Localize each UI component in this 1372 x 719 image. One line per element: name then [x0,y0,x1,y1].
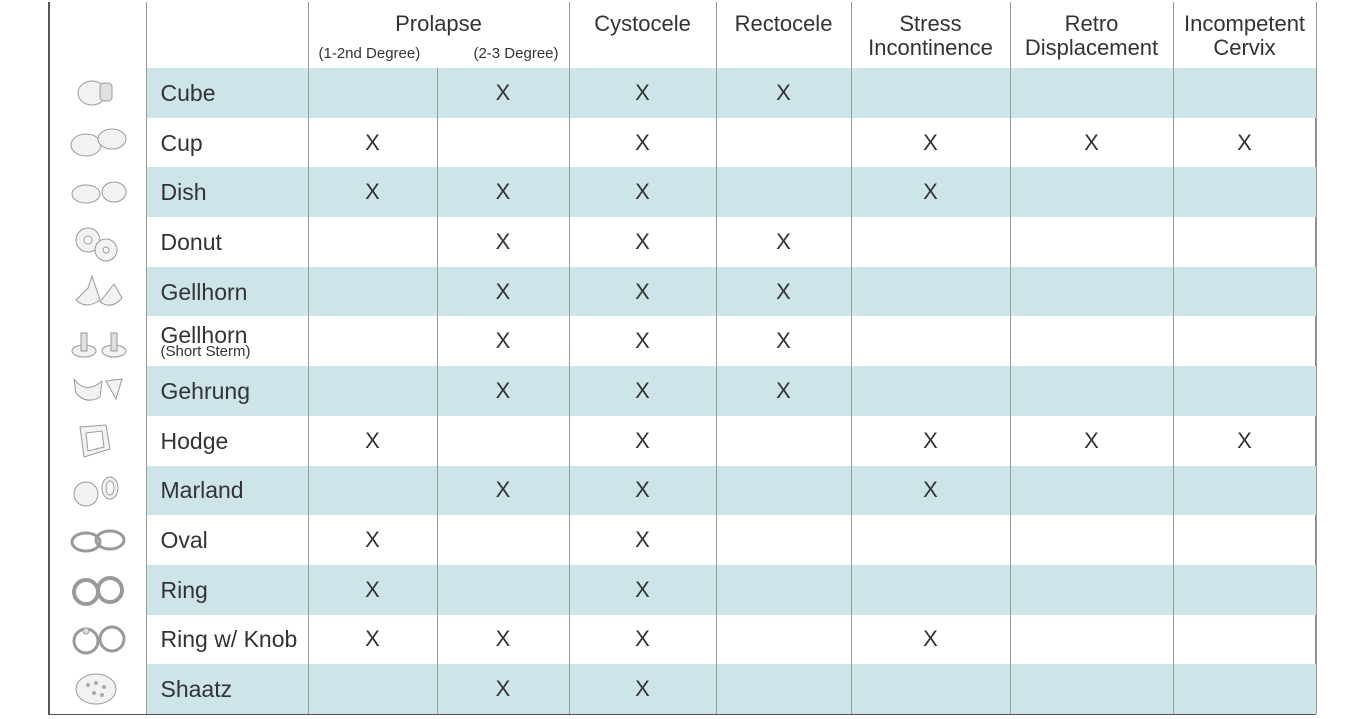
pessary-name-text: Shaatz [160,676,233,703]
pessary-name [146,416,308,466]
mark-retro-displacement [1010,466,1173,516]
icon-header [50,2,146,68]
mark-rectocele [716,167,851,217]
mark-cystocele: X [569,615,716,665]
retro-displacement-header [1010,2,1173,68]
mark-incompetent-cervix [1173,615,1316,665]
marland-pessary-icon [50,466,146,516]
mark-retro-displacement [1010,565,1173,615]
incompetent-cervix-header-text: Incompetent Cervix [1183,11,1306,60]
mark-stress-incontinence: X [851,466,1010,516]
mark-rectocele: X [716,366,851,416]
mark-retro-displacement [1010,68,1173,118]
mark-rectocele: X [716,267,851,317]
mark-prolapse-1-2: X [308,565,437,615]
table-row [50,167,1316,217]
mark-retro-displacement: X [1010,416,1173,466]
mark-cystocele: X [569,565,716,615]
table-row [50,267,1316,317]
mark-incompetent-cervix [1173,267,1316,317]
mark-prolapse-2-3: X [437,316,569,366]
mark-prolapse-2-3 [437,565,569,615]
cup-pessary-icon [50,118,146,168]
pessary-name [146,615,308,665]
mark-cystocele: X [569,515,716,565]
incompetent-cervix-header [1173,2,1316,68]
mark-rectocele [716,664,851,714]
mark-stress-incontinence [851,267,1010,317]
mark-rectocele: X [716,217,851,267]
mark-retro-displacement [1010,615,1173,665]
mark-stress-incontinence: X [851,167,1010,217]
donut-pessary-icon [50,217,146,267]
pessary-name [146,118,308,168]
pessary-name-text: Ring [160,576,208,603]
mark-cystocele: X [569,466,716,516]
pessary-name-text: Gellhorn [160,321,248,348]
header-row [50,2,1316,68]
pessary-name-text: Ring w/ Knob [160,626,298,653]
mark-incompetent-cervix: X [1173,416,1316,466]
pessary-name [146,366,308,416]
cystocele-header: Cystocele [569,2,716,68]
table-row [50,118,1316,168]
mark-incompetent-cervix [1173,217,1316,267]
table-row [50,515,1316,565]
mark-rectocele [716,416,851,466]
gellhorn-short-stem-pessary-icon [50,316,146,366]
mark-prolapse-2-3: X [437,615,569,665]
table-row [50,316,1316,366]
mark-prolapse-2-3: X [437,466,569,516]
pessary-name [146,267,308,317]
mark-prolapse-1-2: X [308,416,437,466]
pessary-name-text: Dish [160,179,207,206]
pessary-name [146,167,308,217]
mark-retro-displacement [1010,217,1173,267]
mark-cystocele: X [569,118,716,168]
mark-cystocele: X [569,167,716,217]
mark-incompetent-cervix [1173,565,1316,615]
mark-rectocele: X [716,316,851,366]
pessary-name [146,316,308,366]
mark-rectocele [716,615,851,665]
mark-prolapse-2-3: X [437,366,569,416]
pessary-name-text: Cup [160,129,203,156]
mark-cystocele: X [569,664,716,714]
ring-pessary-icon [50,565,146,615]
prolapse-title: Prolapse [395,11,482,36]
mark-stress-incontinence [851,366,1010,416]
pessary-name [146,68,308,118]
mark-rectocele [716,515,851,565]
rectocele-header: Rectocele [716,2,851,68]
table-row [50,565,1316,615]
mark-prolapse-1-2 [308,466,437,516]
ring-with-knob-pessary-icon [50,615,146,665]
mark-prolapse-1-2 [308,267,437,317]
pessary-name-text: Hodge [160,427,229,454]
mark-prolapse-1-2: X [308,167,437,217]
pessary-name [146,217,308,267]
mark-retro-displacement [1010,267,1173,317]
table-row [50,366,1316,416]
mark-incompetent-cervix [1173,664,1316,714]
mark-prolapse-1-2 [308,68,437,118]
mark-prolapse-1-2 [308,366,437,416]
pessary-name-text: Gellhorn [160,278,248,305]
mark-prolapse-1-2 [308,316,437,366]
mark-rectocele [716,565,851,615]
gellhorn-pessary-icon [50,267,146,317]
pessary-name-text: Gehrung [160,377,251,404]
table-row [50,664,1316,714]
mark-cystocele: X [569,366,716,416]
indication-table [50,2,1317,714]
prolapse-subheader-1-2: (1-2nd Degree) [318,45,421,62]
mark-incompetent-cervix [1173,68,1316,118]
pessary-name [146,565,308,615]
table-row [50,68,1316,118]
mark-prolapse-1-2 [308,664,437,714]
pessary-name [146,664,308,714]
mark-prolapse-2-3 [437,515,569,565]
mark-incompetent-cervix [1173,515,1316,565]
mark-prolapse-2-3: X [437,664,569,714]
hodge-pessary-icon [50,416,146,466]
mark-incompetent-cervix [1173,366,1316,416]
mark-prolapse-2-3: X [437,217,569,267]
dish-pessary-icon [50,167,146,217]
prolapse-header [308,2,569,68]
mark-stress-incontinence [851,68,1010,118]
mark-prolapse-2-3: X [437,167,569,217]
pessary-name-text: Marland [160,477,244,504]
table-row [50,615,1316,665]
mark-rectocele [716,466,851,516]
mark-stress-incontinence: X [851,118,1010,168]
pessary-indication-chart [48,2,1316,715]
mark-retro-displacement [1010,515,1173,565]
shaatz-pessary-icon [50,664,146,714]
mark-retro-displacement [1010,664,1173,714]
pessary-name [146,466,308,516]
mark-cystocele: X [569,68,716,118]
mark-incompetent-cervix [1173,316,1316,366]
stress-incontinence-header [851,2,1010,68]
mark-stress-incontinence [851,515,1010,565]
mark-stress-incontinence [851,664,1010,714]
mark-retro-displacement [1010,366,1173,416]
name-header [146,2,308,68]
mark-retro-displacement [1010,167,1173,217]
mark-cystocele: X [569,267,716,317]
mark-incompetent-cervix [1173,466,1316,516]
prolapse-subheader-2-3: (2-3 Degree) [473,45,559,62]
mark-cystocele: X [569,316,716,366]
pessary-name-text: Donut [160,228,222,255]
mark-prolapse-2-3 [437,118,569,168]
mark-incompetent-cervix: X [1173,118,1316,168]
gehrung-pessary-icon [50,366,146,416]
stress-incontinence-header-text: Stress Incontinence [868,11,993,60]
mark-rectocele [716,118,851,168]
mark-stress-incontinence: X [851,416,1010,466]
pessary-name-text: Oval [160,527,208,554]
table-row [50,466,1316,516]
mark-incompetent-cervix [1173,167,1316,217]
mark-prolapse-1-2: X [308,515,437,565]
cube-pessary-icon [50,68,146,118]
table-row [50,217,1316,267]
mark-prolapse-1-2: X [308,118,437,168]
mark-prolapse-1-2: X [308,615,437,665]
mark-stress-incontinence [851,217,1010,267]
mark-prolapse-2-3: X [437,267,569,317]
table-row [50,416,1316,466]
oval-pessary-icon [50,515,146,565]
pessary-name-text: Cube [160,79,216,106]
retro-displacement-header-text: Retro Displacement [1024,11,1159,60]
pessary-name-subtext: (Short Sterm) [160,342,251,360]
mark-retro-displacement: X [1010,118,1173,168]
mark-cystocele: X [569,217,716,267]
mark-rectocele: X [716,68,851,118]
mark-prolapse-2-3: X [437,68,569,118]
mark-stress-incontinence [851,565,1010,615]
mark-stress-incontinence [851,316,1010,366]
pessary-name [146,515,308,565]
mark-prolapse-2-3 [437,416,569,466]
mark-prolapse-1-2 [308,217,437,267]
mark-cystocele: X [569,416,716,466]
mark-stress-incontinence: X [851,615,1010,665]
mark-retro-displacement [1010,316,1173,366]
